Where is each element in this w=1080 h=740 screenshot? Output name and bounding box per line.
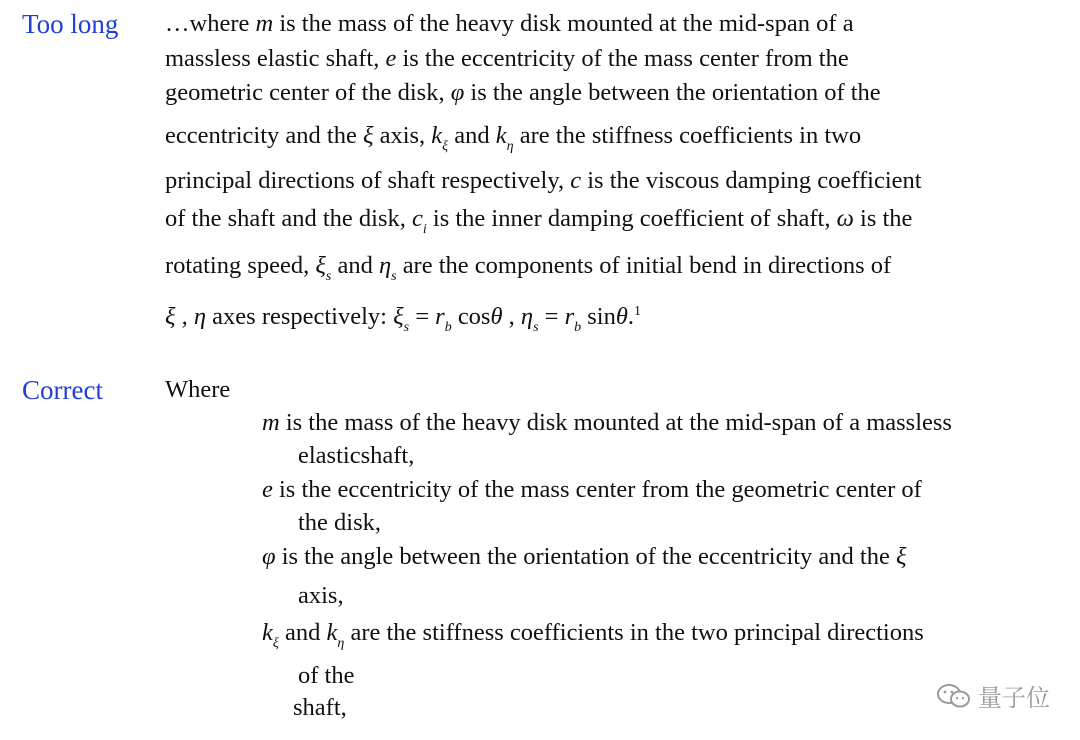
too-long-line-3: geometric center of the disk, φ is the angle between the orientation of the (165, 79, 881, 106)
correct-m-line-1: m is the mass of the heavy disk mounted at the mid-span of a massless (262, 409, 952, 436)
too-long-line-6: of the shaft and the disk, $c_i$ is the inner damping coefficient of shaft, ω is the (165, 205, 913, 237)
too-long-line-2: massless elastic shaft, e is the eccentricity of the mass center from the (165, 45, 849, 72)
correct-m-line-2: elasticshaft, (298, 442, 415, 469)
label-correct: Correct (22, 375, 103, 405)
label-too-long: Too long (22, 9, 119, 39)
correct-k-line-3: shaft, (293, 694, 347, 721)
watermark-text: 量子位 (978, 684, 1050, 712)
correct-phi-line-1: φ is the angle between the orientation of the eccentricity and the ξ (262, 543, 907, 570)
correct-e-line-1: e is the eccentricity of the mass center from the geometric center of (262, 476, 922, 503)
correct-k-line-2: of the (298, 662, 355, 689)
correct-k-line-1: $k_\xi$ and $k_\eta$ are the stiffness coefficients in the two principal directions (262, 619, 924, 651)
correct-e-line-2: the disk, (298, 509, 382, 536)
watermark (936, 678, 1050, 713)
too-long-line-7: rotating speed, $\xi_s$ and $\eta_s$ are the components of initial bend in directions of (165, 252, 892, 284)
too-long-line-5: principal directions of shaft respectively, c is the viscous damping coefficient (165, 167, 922, 194)
wechat-icon (936, 683, 972, 709)
too-long-line-8: ξ , η axes respectively: $\xi_s = r_b$ cosθ , $\eta_s = r_b$ sinθ.$^1$ (165, 303, 642, 335)
correct-where: Where (165, 376, 231, 403)
correct-phi-line-2: axis, (298, 582, 344, 609)
too-long-line-1: …where m is the mass of the heavy disk mounted at the mid-span of a (165, 10, 854, 37)
too-long-line-4: eccentricity and the ξ axis, $k_\xi$ and $k_\eta$ are the stiffness coefficients in two (165, 122, 862, 154)
